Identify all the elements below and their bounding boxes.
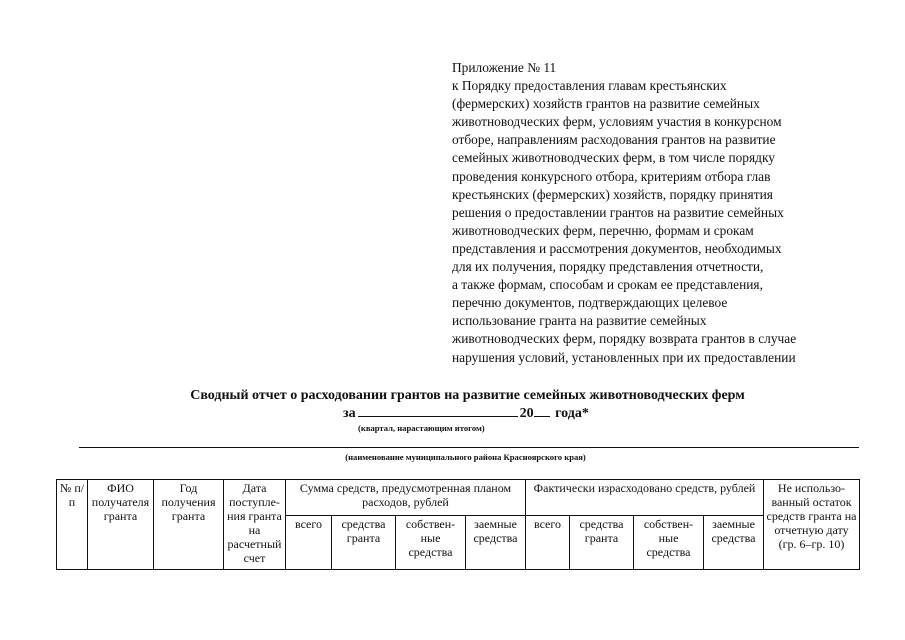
header-unused: Не использо-ванный остаток средств гранта на отчетную дату (гр. 6–гр. 10)	[764, 480, 860, 570]
header-actual-group: Фактически израсходовано средств, рублей	[526, 480, 764, 516]
appendix-line: представления и рассмотрения документов, необходимых	[452, 240, 782, 256]
header-planned-total: всего	[286, 516, 332, 570]
header-planned-loan: заемные средства	[466, 516, 526, 570]
report-period	[343, 403, 589, 422]
region-blank-field[interactable]	[79, 447, 859, 448]
header-fio: ФИО получателя гранта	[88, 480, 154, 570]
header-planned-group: Сумма средств, предусмотренная планом расходов, рублей	[286, 480, 526, 516]
header-actual-loan: заемные средства	[704, 516, 764, 570]
period-prefix: за	[343, 406, 356, 421]
appendix-line: животноводческих ферм, перечню, формам и срокам	[452, 222, 754, 238]
header-planned-grant: средства гранта	[332, 516, 396, 570]
period-suffix: года*	[555, 406, 589, 421]
report-title	[0, 387, 905, 404]
appendix-line: перечню документов, подтверждающих целевое	[452, 295, 728, 311]
header-actual-own: собствен-ные средства	[634, 516, 704, 570]
appendix-line: проведения конкурсного отбора, критериям отбора глав	[452, 168, 771, 184]
appendix-line: к Порядку предоставления главам крестьянских	[452, 78, 727, 94]
appendix-block	[452, 59, 872, 367]
appendix-line: животноводческих ферм, условиям участия в конкурсном	[452, 114, 782, 130]
header-actual-grant: средства гранта	[570, 516, 634, 570]
appendix-line: для их получения, порядку представления отчетности,	[452, 259, 764, 275]
region-note: (наименование муниципального района Красноярского края)	[345, 452, 586, 462]
report-title-text: Сводный отчет о расходовании грантов на развитие семейных животноводческих ферм	[190, 388, 745, 403]
year-blank-field[interactable]	[534, 403, 550, 417]
appendix-heading: Приложение № 11	[452, 60, 557, 75]
appendix-line: а также формам, способам и срокам ее представления,	[452, 277, 763, 293]
appendix-line: животноводческих ферм, порядку возврата грантов в случае	[452, 331, 797, 347]
appendix-line: использование гранта на развитие семейных	[452, 313, 707, 329]
header-year: Год получения гранта	[154, 480, 224, 570]
appendix-line: отборе, направлениям расходования грантов на развитие	[452, 132, 776, 148]
appendix-line: крестьянских (фермерских) хозяйств, порядку принятия	[452, 186, 773, 202]
period-blank-field[interactable]	[358, 403, 518, 417]
appendix-line: (фермерских) хозяйств грантов на развитие семейных	[452, 96, 760, 112]
period-note: (квартал, нарастающим итогом)	[358, 423, 485, 433]
report-table	[56, 479, 860, 570]
header-actual-total: всего	[526, 516, 570, 570]
header-planned-own: собствен-ные средства	[396, 516, 466, 570]
appendix-line: семейных животноводческих ферм, в том числе порядку	[452, 150, 775, 166]
period-year-prefix: 20	[519, 406, 534, 421]
header-num: № п/п	[57, 480, 88, 570]
appendix-line: решения о предоставлении грантов на развитие семейных	[452, 204, 784, 220]
header-date: Дата поступле-ния гранта на расчетный счет	[224, 480, 286, 570]
appendix-line: нарушения условий, установленных при их предоставлении	[452, 349, 796, 365]
